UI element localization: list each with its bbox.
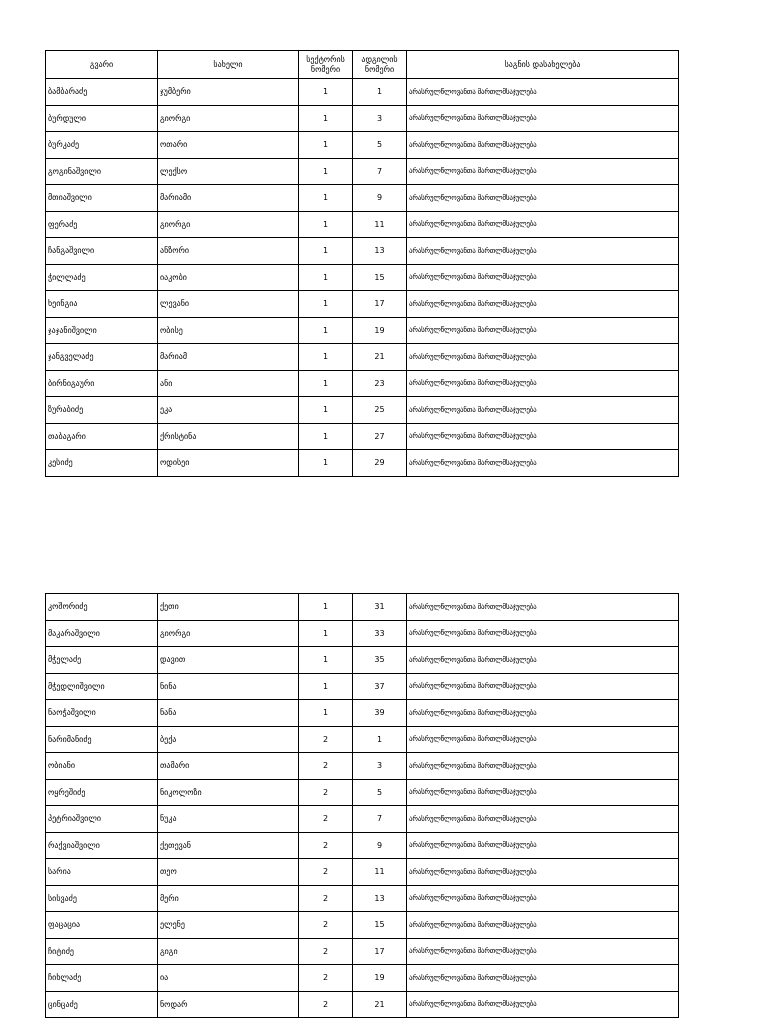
cell-subject: არასრულწლოვანთა მართლმსაჯულება	[407, 132, 679, 159]
cell-sector: 1	[299, 238, 353, 265]
cell-seat: 21	[353, 344, 407, 371]
cell-name: თამარი	[158, 753, 299, 780]
table-row	[46, 832, 679, 859]
cell-seat: 1	[353, 79, 407, 106]
cell-seat: 7	[353, 158, 407, 185]
table-row	[46, 647, 679, 674]
header-surname: გვარი	[46, 51, 158, 79]
table-row	[46, 397, 679, 424]
cell-sector: 1	[299, 317, 353, 344]
cell-subject: არასრულწლოვანთა მართლმსაჯულება	[407, 965, 679, 992]
table-body	[46, 79, 679, 477]
cell-seat: 17	[353, 938, 407, 965]
cell-surname: ბირნიგაური	[46, 370, 158, 397]
cell-seat: 11	[353, 211, 407, 238]
cell-surname: მთიაშვილი	[46, 185, 158, 212]
cell-sector: 2	[299, 859, 353, 886]
cell-name: ია	[158, 965, 299, 992]
cell-subject: არასრულწლოვანთა მართლმსაჯულება	[407, 158, 679, 185]
cell-subject: არასრულწლოვანთა მართლმსაჯულება	[407, 344, 679, 371]
cell-subject: არასრულწლოვანთა მართლმსაჯულება	[407, 423, 679, 450]
cell-seat: 31	[353, 594, 407, 621]
cell-sector: 1	[299, 185, 353, 212]
cell-name: მარიამ	[158, 344, 299, 371]
cell-sector: 2	[299, 832, 353, 859]
cell-surname: ფერაძე	[46, 211, 158, 238]
cell-sector: 1	[299, 423, 353, 450]
table-row	[46, 132, 679, 159]
cell-seat: 17	[353, 291, 407, 318]
cell-name: მერი	[158, 885, 299, 912]
cell-sector: 1	[299, 397, 353, 424]
cell-seat: 21	[353, 991, 407, 1018]
cell-subject: არასრულწლოვანთა მართლმსაჯულება	[407, 673, 679, 700]
cell-surname: ჭილლაძე	[46, 264, 158, 291]
cell-name: ნანა	[158, 700, 299, 727]
header-subject: საგნის დასახელება	[407, 51, 679, 79]
cell-seat: 35	[353, 647, 407, 674]
cell-subject: არასრულწლოვანთა მართლმსაჯულება	[407, 700, 679, 727]
cell-seat: 11	[353, 859, 407, 886]
cell-subject: არასრულწლოვანთა მართლმსაჯულება	[407, 317, 679, 344]
cell-name: ანზორი	[158, 238, 299, 265]
cell-subject: არასრულწლოვანთა მართლმსაჯულება	[407, 291, 679, 318]
cell-subject: არასრულწლოვანთა მართლმსაჯულება	[407, 912, 679, 939]
table-row	[46, 620, 679, 647]
cell-surname: ჩანგაშვილი	[46, 238, 158, 265]
table-row	[46, 317, 679, 344]
table-row	[46, 991, 679, 1018]
cell-surname: ობიანი	[46, 753, 158, 780]
cell-seat: 37	[353, 673, 407, 700]
cell-name: ნინა	[158, 673, 299, 700]
cell-seat: 3	[353, 105, 407, 132]
exam-seating-table-2	[45, 593, 679, 1018]
cell-surname: თაბაგარი	[46, 423, 158, 450]
cell-sector: 1	[299, 450, 353, 477]
cell-seat: 25	[353, 397, 407, 424]
cell-name: ქეთევან	[158, 832, 299, 859]
table-row	[46, 912, 679, 939]
table-row	[46, 859, 679, 886]
cell-sector: 2	[299, 991, 353, 1018]
cell-surname: კესიძე	[46, 450, 158, 477]
table-row	[46, 291, 679, 318]
cell-sector: 1	[299, 291, 353, 318]
cell-surname: სისვაძე	[46, 885, 158, 912]
cell-subject: არასრულწლოვანთა მართლმსაჯულება	[407, 620, 679, 647]
cell-seat: 27	[353, 423, 407, 450]
cell-name: ოდისეი	[158, 450, 299, 477]
cell-name: ნოდარ	[158, 991, 299, 1018]
cell-subject: არასრულწლოვანთა მართლმსაჯულება	[407, 991, 679, 1018]
cell-subject: არასრულწლოვანთა მართლმსაჯულება	[407, 806, 679, 833]
cell-surname: ხეინგია	[46, 291, 158, 318]
cell-subject: არასრულწლოვანთა მართლმსაჯულება	[407, 594, 679, 621]
table-row	[46, 594, 679, 621]
cell-seat: 19	[353, 317, 407, 344]
table-row	[46, 370, 679, 397]
table-row	[46, 673, 679, 700]
cell-subject: არასრულწლოვანთა მართლმსაჯულება	[407, 397, 679, 424]
table-row	[46, 779, 679, 806]
cell-name: გიორგი	[158, 620, 299, 647]
cell-surname: ცინცაძე	[46, 991, 158, 1018]
cell-seat: 15	[353, 264, 407, 291]
cell-sector: 2	[299, 965, 353, 992]
cell-sector: 1	[299, 79, 353, 106]
cell-subject: არასრულწლოვანთა მართლმსაჯულება	[407, 753, 679, 780]
cell-surname: ნარიმანიძე	[46, 726, 158, 753]
cell-sector: 1	[299, 344, 353, 371]
cell-surname: ჯაჯანიშვილი	[46, 317, 158, 344]
header-sector: სექტორის ნომერი	[299, 51, 353, 79]
cell-sector: 2	[299, 806, 353, 833]
cell-seat: 39	[353, 700, 407, 727]
cell-surname: ოყრეშიძე	[46, 779, 158, 806]
cell-subject: არასრულწლოვანთა მართლმსაჯულება	[407, 79, 679, 106]
cell-name: ქრისტინა	[158, 423, 299, 450]
cell-seat: 5	[353, 779, 407, 806]
table-row	[46, 700, 679, 727]
cell-surname: ზურაბიძე	[46, 397, 158, 424]
cell-seat: 13	[353, 885, 407, 912]
cell-seat: 23	[353, 370, 407, 397]
cell-sector: 1	[299, 105, 353, 132]
cell-subject: არასრულწლოვანთა მართლმსაჯულება	[407, 370, 679, 397]
cell-name: გიორგი	[158, 105, 299, 132]
table-row	[46, 211, 679, 238]
cell-seat: 13	[353, 238, 407, 265]
cell-sector: 1	[299, 370, 353, 397]
cell-seat: 3	[353, 753, 407, 780]
cell-name: მარიამი	[158, 185, 299, 212]
table-row	[46, 158, 679, 185]
cell-sector: 1	[299, 620, 353, 647]
cell-surname: ბურდული	[46, 105, 158, 132]
cell-sector: 1	[299, 132, 353, 159]
cell-sector: 1	[299, 594, 353, 621]
cell-name: დავით	[158, 647, 299, 674]
cell-surname: ჩიტიძე	[46, 938, 158, 965]
cell-seat: 5	[353, 132, 407, 159]
exam-seating-table-1	[45, 50, 679, 477]
cell-seat: 15	[353, 912, 407, 939]
cell-name: ლექსო	[158, 158, 299, 185]
cell-surname: რაქვიაშვილი	[46, 832, 158, 859]
cell-name: ობისე	[158, 317, 299, 344]
cell-sector: 2	[299, 885, 353, 912]
cell-sector: 2	[299, 726, 353, 753]
cell-sector: 2	[299, 912, 353, 939]
cell-subject: არასრულწლოვანთა მართლმსაჯულება	[407, 859, 679, 886]
cell-surname: გოგინაშვილი	[46, 158, 158, 185]
cell-surname: ნაოჭაშვილი	[46, 700, 158, 727]
cell-subject: არასრულწლოვანთა მართლმსაჯულება	[407, 726, 679, 753]
cell-name: იაკობი	[158, 264, 299, 291]
cell-subject: არასრულწლოვანთა მართლმსაჯულება	[407, 647, 679, 674]
cell-name: ოთარი	[158, 132, 299, 159]
header-row	[46, 51, 679, 79]
cell-surname: ფაცაცია	[46, 912, 158, 939]
cell-subject: არასრულწლოვანთა მართლმსაჯულება	[407, 211, 679, 238]
cell-surname: მაკარაშვილი	[46, 620, 158, 647]
cell-subject: არასრულწლოვანთა მართლმსაჯულება	[407, 185, 679, 212]
cell-sector: 1	[299, 647, 353, 674]
cell-sector: 1	[299, 158, 353, 185]
cell-subject: არასრულწლოვანთა მართლმსაჯულება	[407, 238, 679, 265]
table-row	[46, 79, 679, 106]
cell-name: ჯუმბერი	[158, 79, 299, 106]
table-row	[46, 450, 679, 477]
cell-name: გიორგი	[158, 211, 299, 238]
table-row	[46, 806, 679, 833]
cell-subject: არასრულწლოვანთა მართლმსაჯულება	[407, 938, 679, 965]
cell-subject: არასრულწლოვანთა მართლმსაჯულება	[407, 264, 679, 291]
cell-surname: კოშორიძე	[46, 594, 158, 621]
header-seat: ადგილის ნომერი	[353, 51, 407, 79]
cell-sector: 1	[299, 673, 353, 700]
cell-sector: 2	[299, 753, 353, 780]
cell-subject: არასრულწლოვანთა მართლმსაჯულება	[407, 779, 679, 806]
cell-subject: არასრულწლოვანთა მართლმსაჯულება	[407, 885, 679, 912]
cell-sector: 2	[299, 938, 353, 965]
cell-surname: ჩიხლაძე	[46, 965, 158, 992]
cell-surname: ბურკაძე	[46, 132, 158, 159]
table-row	[46, 238, 679, 265]
cell-name: ლევანი	[158, 291, 299, 318]
cell-surname: პეტრიაშვილი	[46, 806, 158, 833]
cell-surname: ჯანგველაძე	[46, 344, 158, 371]
table-row	[46, 938, 679, 965]
table-body	[46, 594, 679, 1018]
cell-name: ბექა	[158, 726, 299, 753]
cell-sector: 1	[299, 700, 353, 727]
cell-name: გიგი	[158, 938, 299, 965]
table-row	[46, 185, 679, 212]
table-row	[46, 753, 679, 780]
cell-name: ანი	[158, 370, 299, 397]
cell-seat: 9	[353, 832, 407, 859]
cell-seat: 7	[353, 806, 407, 833]
cell-seat: 9	[353, 185, 407, 212]
cell-name: ნუკა	[158, 806, 299, 833]
cell-sector: 2	[299, 779, 353, 806]
cell-subject: არასრულწლოვანთა მართლმსაჯულება	[407, 450, 679, 477]
table-row	[46, 965, 679, 992]
cell-surname: მჭედლიშვილი	[46, 673, 158, 700]
cell-surname: მჭელაძე	[46, 647, 158, 674]
cell-sector: 1	[299, 264, 353, 291]
cell-name: ელენე	[158, 912, 299, 939]
cell-seat: 33	[353, 620, 407, 647]
table-row	[46, 726, 679, 753]
cell-surname: ბამბარაძე	[46, 79, 158, 106]
cell-name: ნიკოლოზი	[158, 779, 299, 806]
table-row	[46, 344, 679, 371]
cell-name: თეო	[158, 859, 299, 886]
cell-subject: არასრულწლოვანთა მართლმსაჯულება	[407, 105, 679, 132]
cell-surname: სარია	[46, 859, 158, 886]
table-row	[46, 885, 679, 912]
cell-subject: არასრულწლოვანთა მართლმსაჯულება	[407, 832, 679, 859]
cell-name: ეკა	[158, 397, 299, 424]
cell-seat: 1	[353, 726, 407, 753]
table-row	[46, 423, 679, 450]
header-name: სახელი	[158, 51, 299, 79]
cell-seat: 19	[353, 965, 407, 992]
table-row	[46, 264, 679, 291]
cell-sector: 1	[299, 211, 353, 238]
table-row	[46, 105, 679, 132]
cell-name: ქეთი	[158, 594, 299, 621]
cell-seat: 29	[353, 450, 407, 477]
